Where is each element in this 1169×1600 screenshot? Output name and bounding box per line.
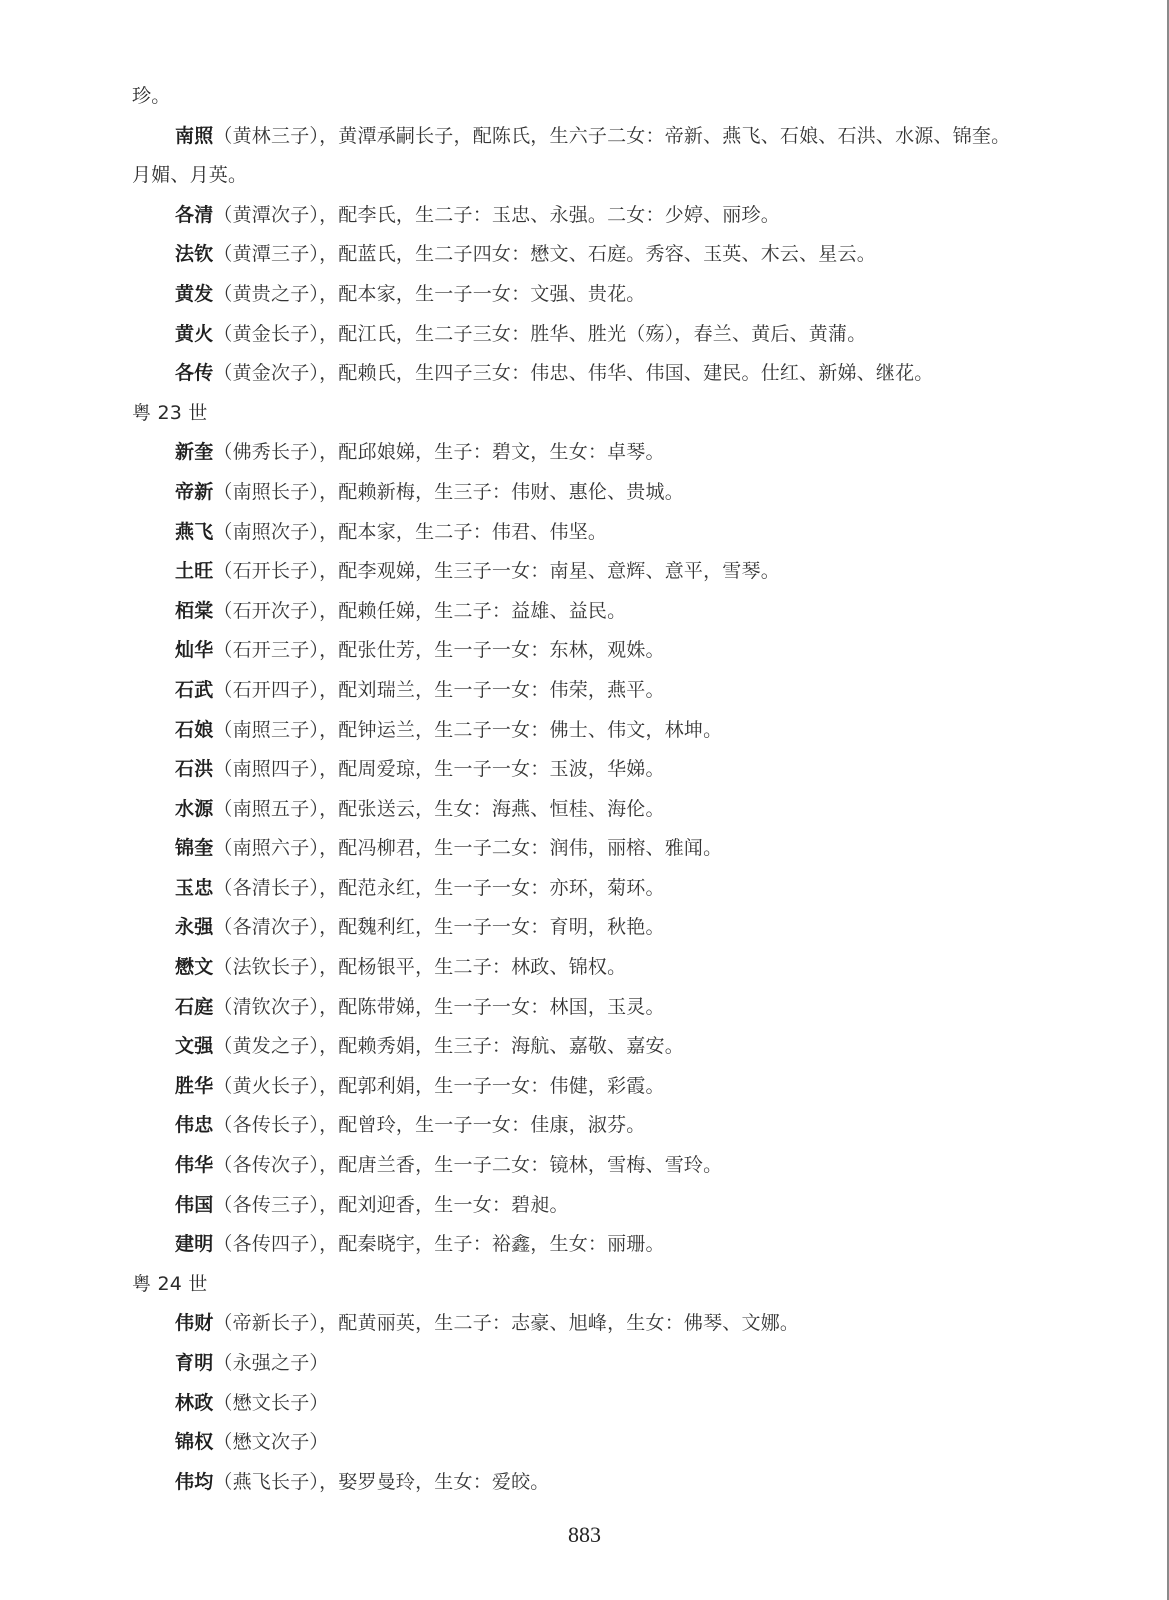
- person-name: 育明: [175, 1352, 214, 1374]
- person-name: 伟均: [175, 1470, 214, 1493]
- person-name: 伟财: [175, 1312, 214, 1335]
- continuation-line: 月媚、月英。: [132, 164, 248, 187]
- genealogy-entry: [132, 908, 1072, 948]
- genealogy-entry: [132, 948, 1072, 988]
- person-name: 建明: [175, 1233, 214, 1256]
- person-name: 南照: [175, 124, 214, 147]
- genealogy-entry: [132, 117, 1072, 157]
- genealogy-entry: [132, 473, 1072, 513]
- genealogy-entry: [132, 1027, 1072, 1067]
- genealogy-text-block: [132, 77, 1072, 1502]
- person-name: 文强: [175, 1035, 214, 1058]
- generation-heading: 粤 24 世: [132, 1272, 208, 1295]
- genealogy-entry: [132, 354, 1072, 394]
- person-description: （南照长子），配赖新梅，生三子：伟财、惠伦、贵城。: [213, 480, 684, 503]
- person-description: （懋文长子）: [213, 1391, 329, 1414]
- person-name: 新奎: [175, 441, 214, 464]
- person-name: 懋文: [175, 956, 214, 979]
- person-name: 石庭: [175, 995, 214, 1018]
- genealogy-entry: [132, 631, 1072, 671]
- person-name: 石洪: [175, 758, 214, 781]
- genealogy-entry: [132, 196, 1072, 236]
- person-description: （帝新长子），配黄丽英，生二子：志豪、旭峰，生女：佛琴、文娜。: [213, 1312, 800, 1335]
- genealogy-entry: [132, 275, 1072, 315]
- genealogy-entry: [132, 1067, 1072, 1107]
- person-description: （各传三子），配刘迎香，生一女：碧昶。: [213, 1193, 569, 1216]
- genealogy-entry: [132, 988, 1072, 1028]
- genealogy-entry: [132, 1344, 1072, 1384]
- genealogy-entry: [132, 433, 1072, 473]
- genealogy-entry: [132, 315, 1072, 355]
- person-description: （各传次子），配唐兰香，生一子二女：镜林，雪梅、雪玲。: [213, 1154, 723, 1177]
- person-name: 栢棠: [175, 599, 214, 622]
- genealogy-entry: [132, 1225, 1072, 1265]
- genealogy-entry: [132, 829, 1072, 869]
- person-name: 各清: [175, 203, 214, 226]
- person-description: （石开三子），配张仕芳，生一子一女：东林，观姝。: [213, 639, 665, 662]
- person-name: 锦奎: [175, 837, 214, 860]
- generation-heading: 粤 23 世: [132, 401, 208, 424]
- person-description: （各传长子），配曾玲，生一子一女：佳康，淑芬。: [213, 1114, 646, 1137]
- genealogy-entry: [132, 513, 1072, 553]
- person-description: （各传四子），配秦晓宇，生子：裕鑫，生女：丽珊。: [213, 1233, 665, 1256]
- person-name: 锦权: [175, 1431, 214, 1454]
- person-description: （黄金长子），配江氏，生二子三女：胜华、胜光（殇），春兰、黄后、黄蒲。: [213, 322, 867, 345]
- genealogy-entry: [132, 869, 1072, 909]
- person-description: （各清次子），配魏利红，生一子一女：育明，秋艳。: [213, 916, 665, 939]
- person-description: （南照次子），配本家，生二子：伟君、伟坚。: [213, 520, 608, 543]
- person-description: （燕飞长子），娶罗曼玲，生女：爱皎。: [213, 1470, 550, 1493]
- person-description: （黄林三子），黄潭承嗣长子，配陈氏，生六子二女：帝新、燕飞、石娘、石洪、水源、锦奎。: [213, 124, 1011, 147]
- person-name: 伟国: [175, 1193, 214, 1216]
- genealogy-entry: [132, 1186, 1072, 1226]
- person-name: 灿华: [175, 639, 214, 662]
- person-description: （黄金次子），配赖氏，生四子三女：伟忠、伟华、伟国、建民。仕红、新娣、继花。: [213, 362, 934, 385]
- person-name: 燕飞: [175, 520, 214, 543]
- person-description: （黄潭次子），配李氏，生二子：玉忠、永强。二女：少婷、丽珍。: [213, 203, 780, 226]
- person-name: 石武: [175, 678, 214, 701]
- person-name: 林政: [175, 1391, 214, 1414]
- genealogy-entry: [132, 750, 1072, 790]
- person-name: 各传: [175, 362, 214, 385]
- person-description: （佛秀长子），配邱娘娣，生子：碧文，生女：卓琴。: [213, 441, 665, 464]
- person-description: （法钦长子），配杨银平，生二子：林政、锦权。: [213, 956, 627, 979]
- person-name: 胜华: [175, 1074, 214, 1097]
- person-description: （黄贵之子），配本家，生一子一女：文强、贵花。: [213, 282, 646, 305]
- genealogy-entry: [132, 235, 1072, 275]
- person-name: 法钦: [175, 243, 214, 266]
- page-number: 883: [568, 1522, 601, 1547]
- genealogy-entry: [132, 1106, 1072, 1146]
- person-description: （各清长子），配范永红，生一子一女：亦环，菊环。: [213, 876, 665, 899]
- person-name: 黄火: [175, 322, 214, 345]
- person-description: （石开次子），配赖任娣，生二子：益雄、益民。: [213, 599, 627, 622]
- genealogy-entry: [132, 552, 1072, 592]
- person-description: （南照六子），配冯柳君，生一子二女：润伟，丽榕、雅闻。: [213, 837, 723, 860]
- genealogy-entry: [132, 1384, 1072, 1424]
- person-name: 玉忠: [175, 876, 214, 899]
- person-description: （懋文次子）: [213, 1431, 329, 1454]
- person-name: 伟忠: [175, 1114, 214, 1137]
- person-name: 黄发: [175, 282, 214, 305]
- person-name: 永强: [175, 916, 214, 939]
- person-description: （石开长子），配李观娣，生三子一女：南星、意辉、意平，雪琴。: [213, 560, 780, 583]
- genealogy-entry: [132, 1304, 1072, 1344]
- person-description: （永强之子）: [213, 1352, 329, 1374]
- person-name: 土旺: [175, 560, 214, 583]
- person-description: （南照四子），配周爱琼，生一子一女：玉波，华娣。: [213, 758, 665, 781]
- person-description: （石开四子），配刘瑞兰，生一子一女：伟荣，燕平。: [213, 678, 665, 701]
- person-description: （南照三子），配钟运兰，生二子一女：佛士、伟文，林坤。: [213, 718, 723, 741]
- person-name: 帝新: [175, 480, 214, 503]
- person-description: （南照五子），配张送云，生女：海燕、恒桂、海伦。: [213, 797, 665, 820]
- person-description: （清钦次子），配陈带娣，生一子一女：林国，玉灵。: [213, 995, 665, 1018]
- person-description: （黄发之子），配赖秀娟，生三子：海航、嘉敬、嘉安。: [213, 1035, 684, 1058]
- genealogy-entry: [132, 671, 1072, 711]
- continuation-line: 珍。: [132, 85, 171, 107]
- person-name: 石娘: [175, 718, 214, 741]
- genealogy-entry: [132, 1423, 1072, 1463]
- person-description: （黄潭三子），配蓝氏，生二子四女：懋文、石庭。秀容、玉英、木云、星云。: [213, 243, 876, 266]
- genealogy-entry: [132, 790, 1072, 830]
- genealogy-entry: [132, 592, 1072, 632]
- person-name: 水源: [175, 797, 214, 820]
- genealogy-entry: [132, 1463, 1072, 1503]
- genealogy-entry: [132, 711, 1072, 751]
- person-name: 伟华: [175, 1154, 214, 1177]
- person-description: （黄火长子），配郭利娟，生一子一女：伟健，彩霞。: [213, 1074, 665, 1097]
- genealogy-entry: [132, 1146, 1072, 1186]
